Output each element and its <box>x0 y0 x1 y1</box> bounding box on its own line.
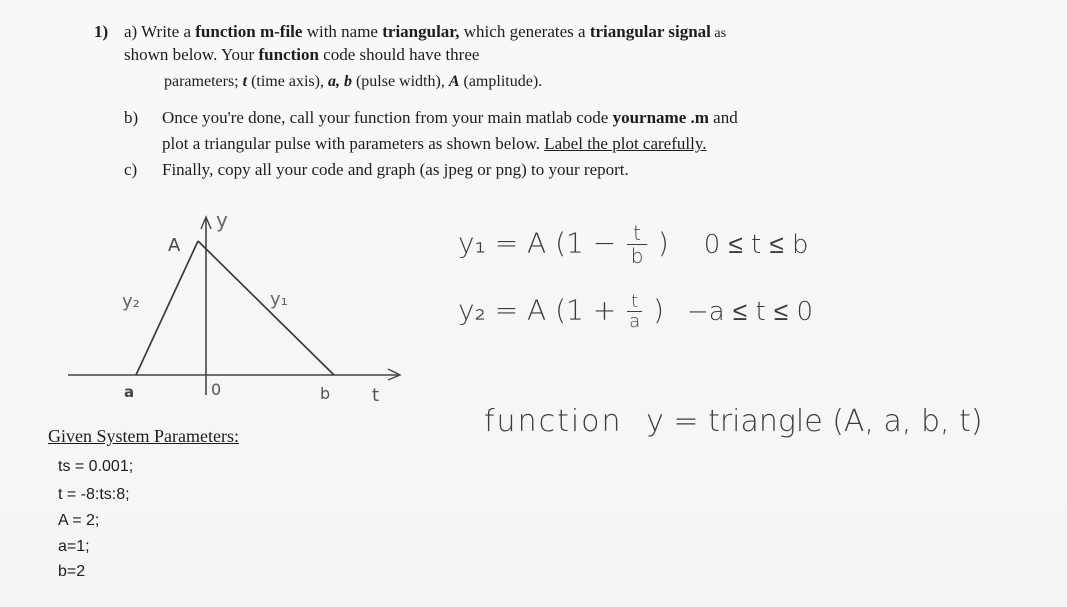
part-a-text-3: which generates a <box>459 22 590 41</box>
part-a-text-2: with name <box>302 22 383 41</box>
problem-number: 1) <box>94 22 109 41</box>
eq2-lhs: y₂ = A (1 + <box>458 293 617 327</box>
peak-label: A <box>168 235 181 256</box>
right-leg <box>198 241 334 375</box>
part-b-l1-b: yourname .m <box>612 108 709 127</box>
part-a-line-1 <box>124 22 726 44</box>
param-t: t = -8:ts:8; <box>58 486 130 503</box>
param-A: A = 2; <box>58 512 100 529</box>
part-a-bold-2: triangular, <box>382 22 460 41</box>
func-keyword: function <box>484 404 623 439</box>
param-ts: ts = 0.001; <box>58 458 134 475</box>
part-a-line-2 <box>124 45 479 65</box>
part-a-l3-ab: a, b <box>327 73 352 90</box>
part-a-l3-b: (time axis), <box>247 73 328 90</box>
func-signature-text: y = triangle (A, a, b, t) <box>646 404 983 439</box>
eq1-denominator: b <box>630 244 644 268</box>
part-c-text: Finally, copy all your code and graph (as jpeg or png) to your report. <box>162 160 629 179</box>
part-c-line <box>124 160 629 180</box>
part-a-l2-c: code should have three <box>318 45 480 64</box>
part-b-l1-a: Once you're done, call your function from your main matlab code <box>162 108 613 127</box>
right-segment-label: y₁ <box>270 289 288 310</box>
part-a-l3-a: parameters; <box>164 73 243 90</box>
part-b-l2-a: plot a triangular pulse with parameters as shown below. <box>162 134 545 153</box>
part-a-text-4: as <box>710 26 727 41</box>
part-b-line-1 <box>124 108 738 128</box>
t-axis-label: t <box>372 385 380 406</box>
left-segment-label: y₂ <box>122 291 140 312</box>
eq1-numerator: t <box>627 222 647 245</box>
part-a-bold-3: triangular signal <box>589 22 711 41</box>
part-a-text-1: Write a <box>141 22 196 41</box>
part-a-line-3 <box>164 72 542 92</box>
part-a-l3-A: A <box>448 73 460 90</box>
y-axis-label: y <box>216 208 228 232</box>
part-a-l2-a: shown below. Your <box>124 45 259 64</box>
part-a-l3-c: (pulse width), <box>351 73 449 90</box>
eq1-lhs: y₁ = A (1 − <box>458 226 617 260</box>
eq1-range: 0 ≤ t ≤ b <box>703 229 809 260</box>
part-a-label: a) <box>124 22 138 41</box>
param-a: a=1; <box>58 538 90 555</box>
part-a-l3-d: (amplitude). <box>459 73 543 90</box>
right-tick-label: b <box>320 384 331 403</box>
param-b: b=2 <box>58 563 86 580</box>
left-leg <box>136 241 198 375</box>
part-b-l1-c: and <box>708 108 738 127</box>
equation-y2 <box>458 292 813 331</box>
part-a-l3-t: t <box>242 73 248 90</box>
equation-y1 <box>458 222 809 267</box>
left-tick-label: a <box>124 383 135 401</box>
part-a-l2-b: function <box>258 45 319 64</box>
part-c-label: c) <box>124 160 138 179</box>
eq2-rparen: ) <box>653 293 665 327</box>
eq2-denominator: a <box>629 311 641 332</box>
triangle-sketch <box>0 195 420 415</box>
eq2-numerator: t <box>627 292 642 312</box>
eq1-rparen: ) <box>657 226 669 260</box>
part-b-l2-b: Label the plot carefully. <box>544 134 707 153</box>
part-b-label: b) <box>124 108 139 127</box>
origin-label: 0 <box>211 380 222 399</box>
part-a-bold-1: function m-file <box>195 22 303 41</box>
eq2-range: −a ≤ t ≤ 0 <box>686 296 813 327</box>
part-b-line-2 <box>162 134 706 154</box>
given-parameters-title: Given System Parameters: <box>48 426 239 446</box>
function-signature <box>484 404 983 439</box>
